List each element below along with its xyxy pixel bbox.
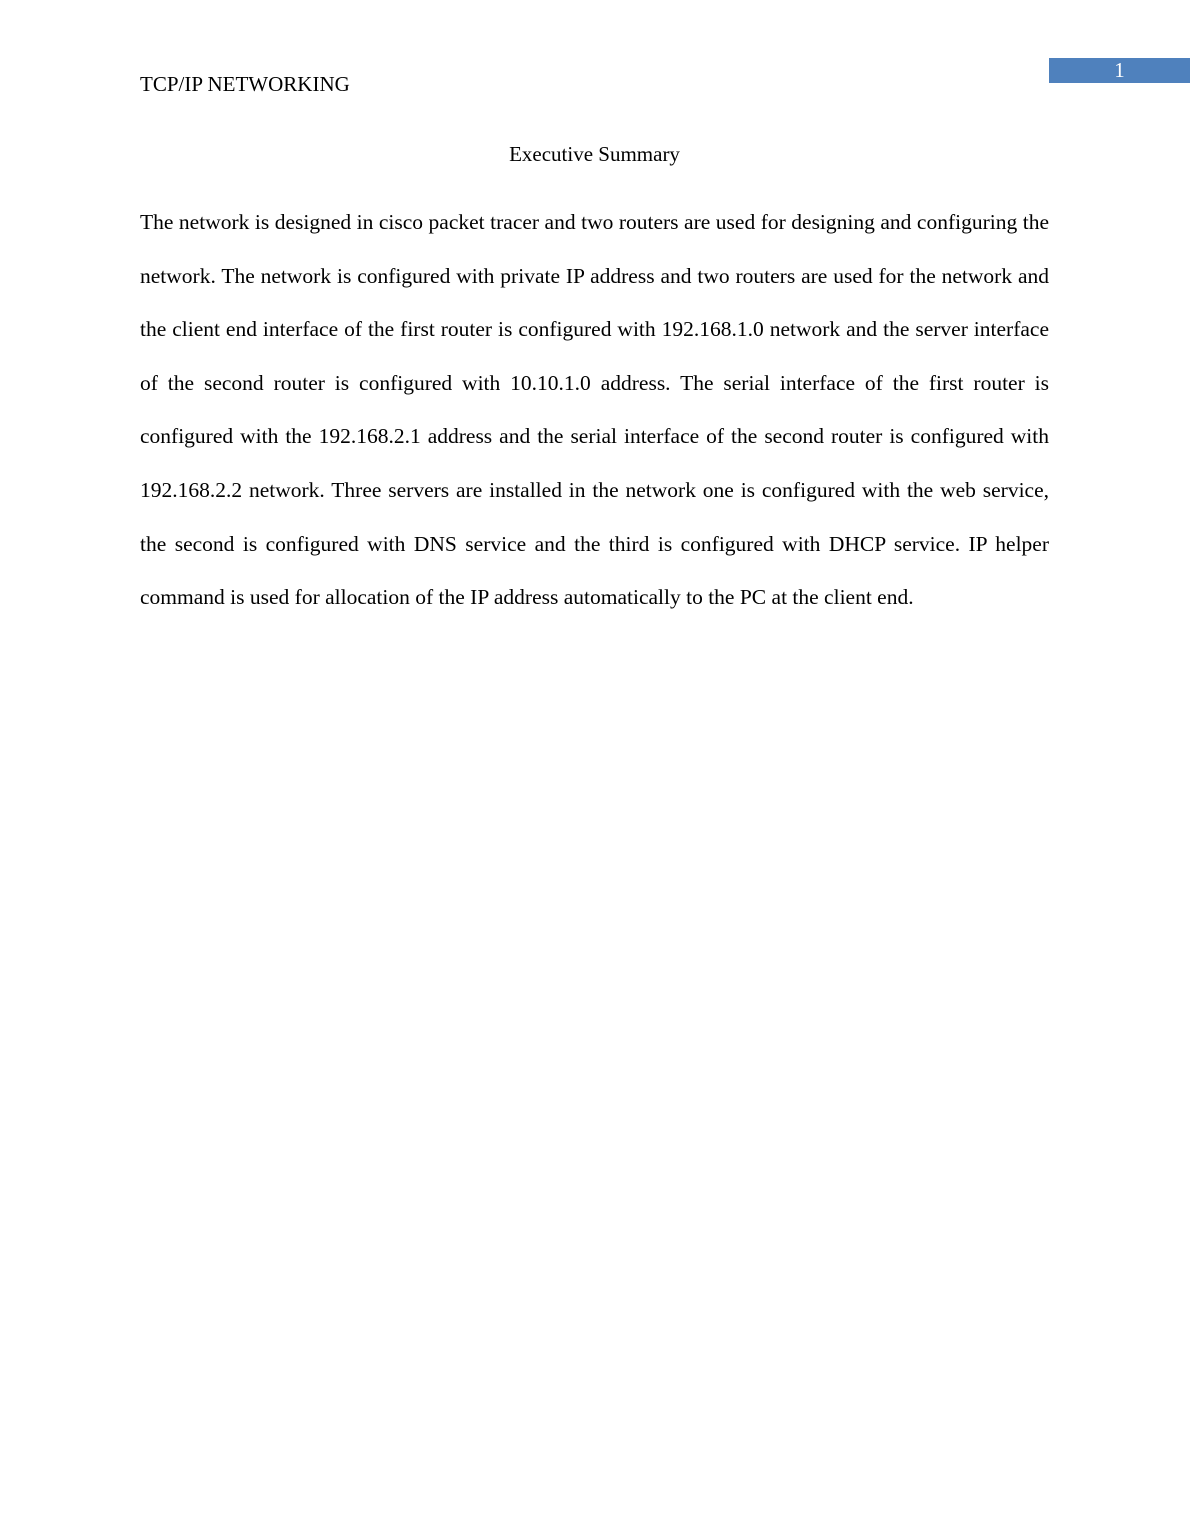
section-title: Executive Summary	[509, 142, 680, 166]
page-number: 1	[1114, 58, 1125, 82]
body-paragraph: The network is designed in cisco packet tracer and two routers are used for designing and configuring the network. The network is configured with private IP address and two routers are used for the network and the client end interface of the first router is configured with 192.168.1.0 network and the server interface of the second router is configured with 10.10.1.0 address. The serial interface of the first router is configured with the 192.168.2.1 address and the serial interface of the second router is configured with 192.168.2.2 network. Three servers are installed in the network one is configured with the web service, the second is configured with DNS service and the third is configured with DHCP service. IP helper command is used for allocation of the IP address automatically to the PC at the client end.	[140, 210, 1049, 610]
page-number-bar	[1049, 58, 1190, 83]
running-head: TCP/IP NETWORKING	[140, 72, 350, 96]
